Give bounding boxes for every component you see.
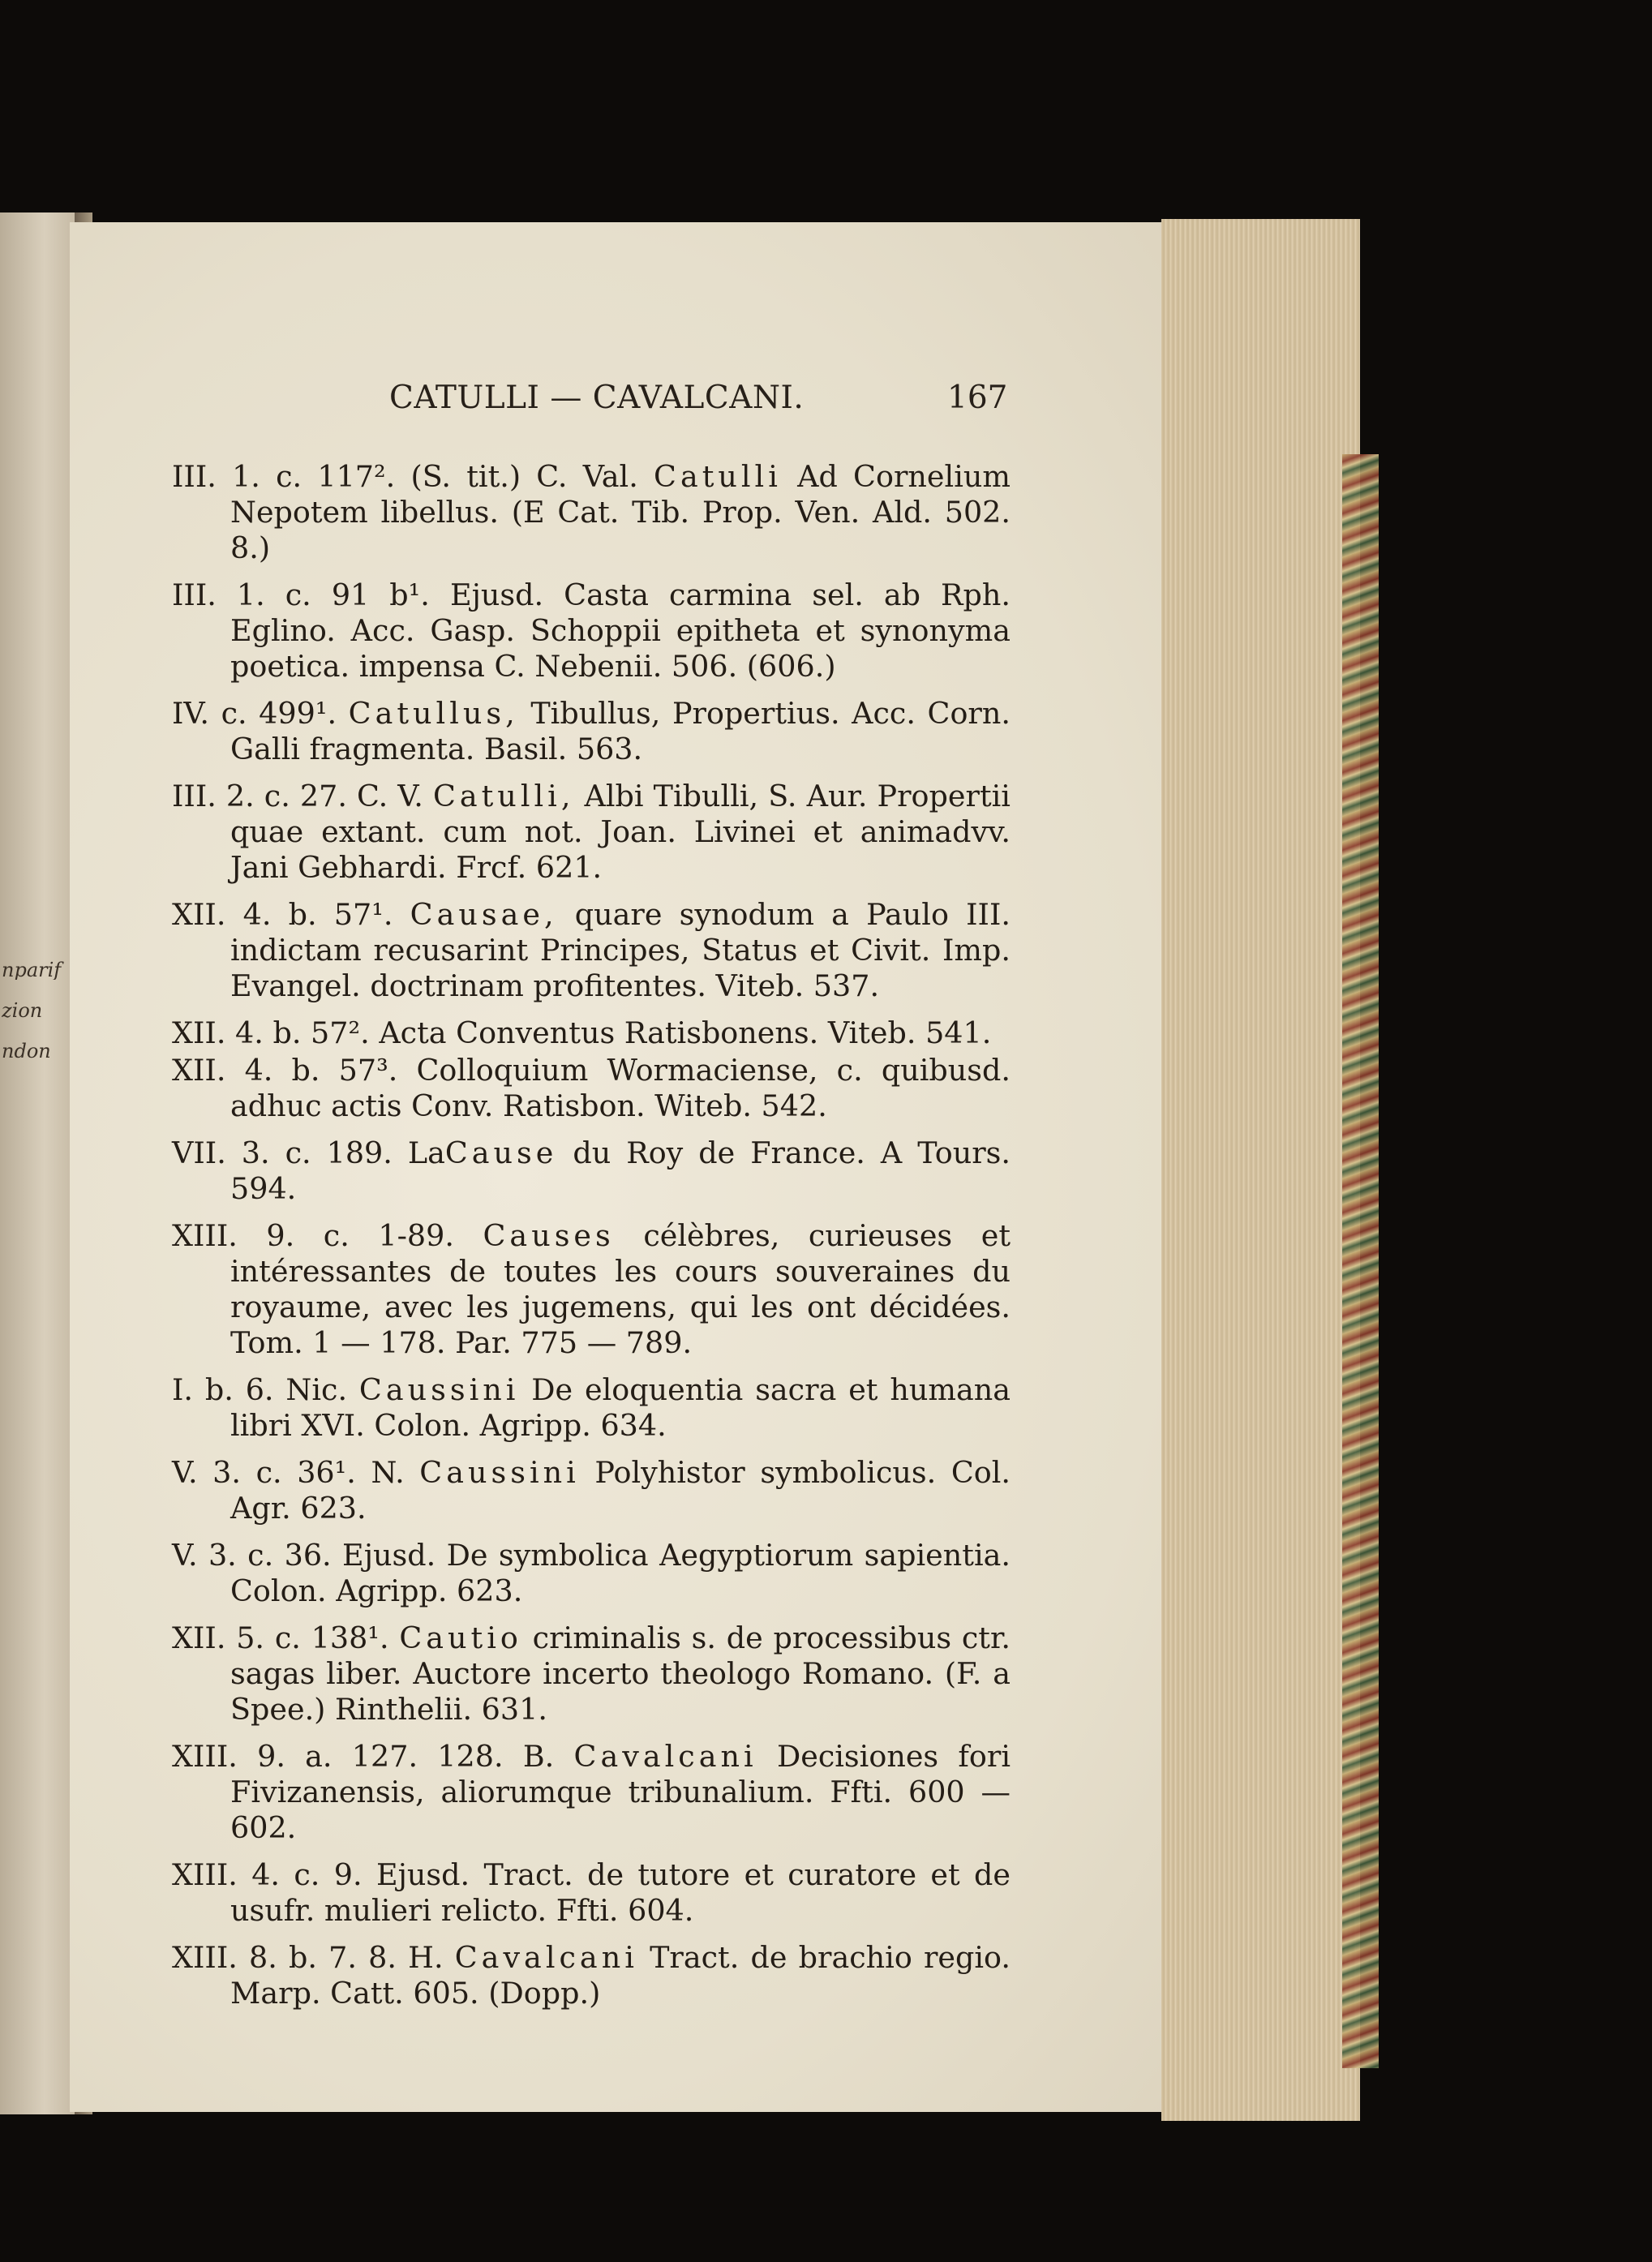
shelf-mark: XII. 4. b. 57².: [172, 1015, 370, 1050]
entry-text: Polyhistor symbolicus. Col. Agr. 623.: [230, 1455, 1011, 1526]
author-name: Cause: [444, 1135, 558, 1170]
entry-text: du Roy de France. A Tours. 594.: [230, 1135, 1011, 1206]
entry-text: Ad Cornelium Nepotem libellus. (E Cat. Tib. Prop. Ven. Ald. 502. 8.): [230, 459, 1011, 565]
marginal-note-1: nparif: [2, 959, 62, 980]
catalogue-entry: [172, 459, 1011, 566]
entry-text: criminalis s. de processibus ctr. sagas liber. Auctore incerto theologo Romano. (F. a Spee.) Rinthelii. 631.: [230, 1620, 1011, 1727]
entry-prefix: C. V.: [357, 779, 423, 813]
shelf-mark: XIII. 9. c. 1-89.: [172, 1218, 454, 1253]
entry-prefix: B.: [522, 1739, 555, 1774]
catalogue-entry: [172, 779, 1011, 886]
entry-text: célèbres, curieuses et intéressantes de toutes les cours souveraines du royaume, avec les jugemens, qui les ont décidées. Tom. 1 — 178. Par. 775 — 789.: [230, 1218, 1011, 1360]
author-name: Cautio: [399, 1620, 522, 1655]
catalogue-entry: [172, 1455, 1011, 1526]
catalogue-entry: [172, 1940, 1011, 2011]
shelf-mark: I. b. 6.: [172, 1372, 274, 1407]
catalogue-entry: [172, 1857, 1011, 1929]
shelf-mark: XII. 5. c. 138¹.: [172, 1620, 389, 1655]
entry-text: Acta Conventus Ratisbonens. Viteb. 541.: [379, 1015, 992, 1050]
entry-prefix: N.: [371, 1455, 405, 1490]
entry-text: Tibullus, Propertius. Acc. Corn. Galli fragmenta. Basil. 563.: [230, 696, 1011, 766]
shelf-mark: XIII. 4. c. 9.: [172, 1857, 363, 1892]
entry-text: Albi Tibulli, S. Aur. Propertii quae extant. cum not. Joan. Livinei et animadvv. Jani Gebhardi. Frcf. 621.: [230, 779, 1011, 885]
catalogue-entry: [172, 1053, 1011, 1124]
author-name: Catulli: [654, 459, 782, 494]
page-edges: [1161, 219, 1360, 2121]
entry-text: De eloquentia sacra et humana libri XVI. Colon. Agripp. 634.: [230, 1372, 1011, 1443]
catalogue-entry: [172, 577, 1011, 685]
author-name: Cavalcani: [573, 1739, 757, 1774]
shelf-mark: XII. 4. b. 57³.: [172, 1053, 398, 1088]
shelf-mark: XII. 4. b. 57¹.: [172, 897, 393, 932]
entry-prefix: (S. tit.) C. Val.: [410, 459, 638, 494]
entry-prefix: H.: [408, 1940, 444, 1975]
entry-text: Ejusd. Casta carmina sel. ab Rph. Eglino. Acc. Gasp. Schoppii epitheta et synonyma poetica. impensa C. Nebenii. 506. (606.): [230, 577, 1011, 684]
catalogue-entry: [172, 1015, 1011, 1051]
entry-prefix: La: [407, 1135, 445, 1170]
author-name: Catullus,: [348, 696, 519, 731]
author-name: Catulli,: [432, 779, 575, 813]
entry-text: Ejusd. De symbolica Aegyptiorum sapientia. Colon. Agripp. 623.: [230, 1538, 1011, 1608]
marbled-endpaper: [1342, 454, 1379, 2068]
catalogue-entry: [172, 1135, 1011, 1207]
catalogue-entry: [172, 1218, 1011, 1361]
entry-text: Colloquium Wormaciense, c. quibusd. adhuc actis Conv. Ratisbon. Witeb. 542.: [230, 1053, 1011, 1123]
catalogue-entry: [172, 897, 1011, 1004]
entry-text: Ejusd. Tract. de tutore et curatore et de usufr. mulieri relicto. Ffti. 604.: [230, 1857, 1011, 1928]
author-name: Cavalcani: [454, 1940, 638, 1975]
author-name: Causes: [483, 1218, 615, 1253]
author-name: Caussini: [419, 1455, 580, 1490]
entry-text: quare synodum a Paulo III. indictam recusarint Principes, Status et Civit. Imp. Evangel. doctrinam profitentes. Viteb. 537.: [230, 897, 1011, 1003]
shelf-mark: VII. 3. c. 189.: [172, 1135, 393, 1170]
marginal-note-2: zion: [2, 999, 43, 1020]
entry-text: Decisiones fori Fivizanensis, aliorumque tribunalium. Ffti. 600 — 602.: [230, 1739, 1011, 1845]
page-number: 167: [947, 380, 1008, 416]
catalogue-entry: [172, 1372, 1011, 1444]
catalogue-entry: [172, 1538, 1011, 1609]
running-title: CATULLI — CAVALCANI.: [389, 380, 805, 416]
shelf-mark: V. 3. c. 36¹.: [172, 1455, 356, 1490]
shelf-mark: III. 1. c. 117².: [172, 459, 396, 494]
author-name: Causae,: [410, 897, 558, 932]
author-name: Caussini: [358, 1372, 520, 1407]
entry-prefix: Nic.: [285, 1372, 348, 1407]
catalogue-entry: [172, 696, 1011, 767]
shelf-mark: V. 3. c. 36.: [172, 1538, 332, 1573]
entry-text: Tract. de brachio regio. Marp. Catt. 605. (Dopp.): [230, 1940, 1011, 2011]
shelf-mark: III. 2. c. 27.: [172, 779, 347, 813]
shelf-mark: XIII. 9. a. 127. 128.: [172, 1739, 504, 1774]
shelf-mark: III. 1. c. 91 b¹.: [172, 577, 430, 612]
marginal-note-3: ndon: [2, 1040, 51, 1061]
catalogue-entry: [172, 1739, 1011, 1846]
shelf-mark: XIII. 8. b. 7. 8.: [172, 1940, 397, 1975]
shelf-mark: IV. c. 499¹.: [172, 696, 337, 731]
left-page-edge: [0, 212, 81, 2114]
catalogue-entries: [172, 459, 1011, 2023]
catalogue-entry: [172, 1620, 1011, 1728]
